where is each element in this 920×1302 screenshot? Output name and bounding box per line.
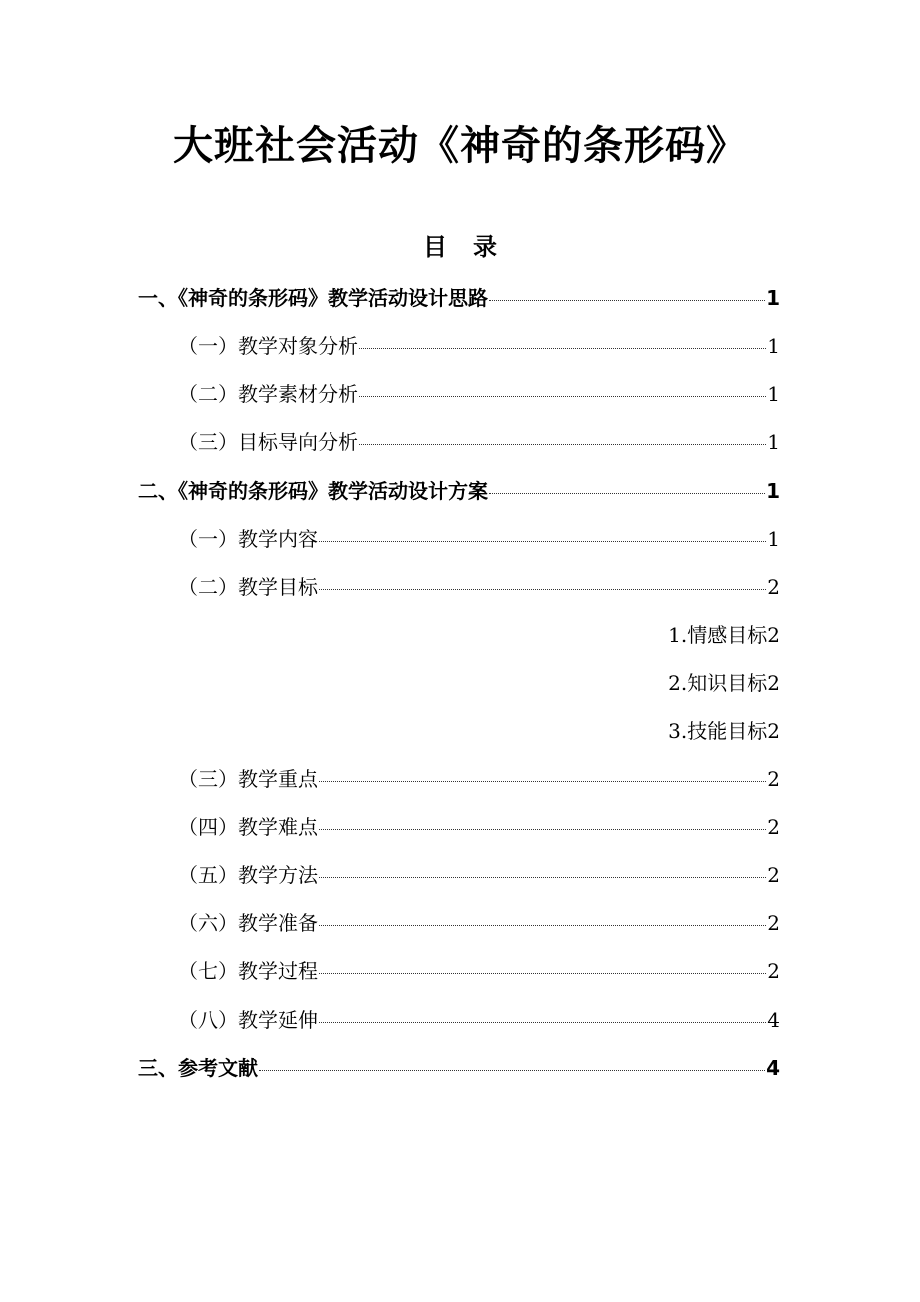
dot-leader [319, 541, 766, 542]
toc-entry-text: 二、《神奇的条形码》教学活动设计方案 [138, 479, 488, 503]
toc-entry-text: （二）教学素材分析 [178, 382, 358, 406]
toc-entry-2-1[interactable] [178, 522, 780, 556]
toc-entry-text: （三）目标导向分析 [178, 430, 358, 454]
toc-entry-page: 2 [767, 719, 780, 743]
toc-entry-2-7[interactable] [178, 954, 780, 988]
toc-entry-2[interactable] [138, 474, 780, 508]
toc-entry-text: 三、参考文献 [138, 1056, 258, 1080]
toc-entry-text: （三）教学重点 [178, 767, 318, 791]
dot-leader [319, 589, 766, 590]
toc-entry-text: （七）教学过程 [178, 959, 318, 983]
toc-heading [0, 230, 920, 264]
toc-entry-1-2[interactable] [178, 377, 780, 411]
toc-entry-page: 1 [766, 479, 780, 503]
toc-entry-text: （六）教学准备 [178, 911, 318, 935]
dot-leader [359, 348, 766, 349]
toc-entry-page: 4 [766, 1056, 780, 1080]
toc-entry-page: 1 [767, 334, 780, 358]
toc-entry-page: 1 [767, 382, 780, 406]
toc-entry-3[interactable] [138, 1051, 780, 1085]
toc-entry-page: 2 [767, 863, 780, 887]
dot-leader [259, 1070, 765, 1071]
toc-entry-2-5[interactable] [178, 858, 780, 892]
toc-entry-2-6[interactable] [178, 906, 780, 940]
toc-entry-1-1[interactable] [178, 329, 780, 363]
toc-entry-text: （五）教学方法 [178, 863, 318, 887]
toc-entry-2-4[interactable] [178, 810, 780, 844]
toc-entry-text: 2.知识目标 [668, 671, 768, 695]
toc-entry-text: （一）教学对象分析 [178, 334, 358, 358]
dot-leader [319, 925, 766, 926]
toc-entry-2-8[interactable] [178, 1003, 780, 1037]
toc-entry-page: 2 [767, 815, 780, 839]
toc-entry-2-2-2[interactable] [668, 666, 780, 700]
dot-leader [489, 300, 765, 301]
toc-entry-text: （四）教学难点 [178, 815, 318, 839]
dot-leader [319, 877, 766, 878]
toc-entry-text: 1.情感目标 [668, 623, 768, 647]
document-title: 大班社会活动《神奇的条形码》 [173, 123, 747, 169]
toc-entry-text: 3.技能目标 [668, 719, 768, 743]
dot-leader [319, 829, 766, 830]
toc-entry-text: （八）教学延伸 [178, 1008, 318, 1032]
dot-leader [319, 1022, 766, 1023]
toc-entry-page: 2 [767, 575, 780, 599]
toc-entry-page: 4 [767, 1008, 780, 1032]
toc-entry-text: 一、《神奇的条形码》教学活动设计思路 [138, 286, 488, 310]
dot-leader [359, 444, 766, 445]
toc-entry-page: 2 [767, 767, 780, 791]
dot-leader [359, 396, 766, 397]
toc-entry-page: 2 [767, 623, 780, 647]
toc-heading-left: 目 [423, 233, 447, 261]
toc-entry-page: 1 [767, 527, 780, 551]
toc-entry-page: 1 [767, 430, 780, 454]
toc-entry-page: 1 [766, 286, 780, 310]
toc-entry-2-2[interactable] [178, 570, 780, 604]
toc-entry-2-3[interactable] [178, 762, 780, 796]
toc-entry-page: 2 [767, 671, 780, 695]
toc-entry-text: （一）教学内容 [178, 527, 318, 551]
toc-entry-1-3[interactable] [178, 425, 780, 459]
toc-entry-2-2-3[interactable] [668, 714, 780, 748]
toc-entry-page: 2 [767, 959, 780, 983]
dot-leader [319, 781, 766, 782]
toc-entry-1[interactable] [138, 281, 780, 315]
dot-leader [489, 493, 765, 494]
toc-entry-2-2-1[interactable] [668, 618, 780, 652]
toc-entry-text: （二）教学目标 [178, 575, 318, 599]
dot-leader [319, 973, 766, 974]
toc-entry-page: 2 [767, 911, 780, 935]
toc-heading-right: 录 [473, 233, 497, 261]
